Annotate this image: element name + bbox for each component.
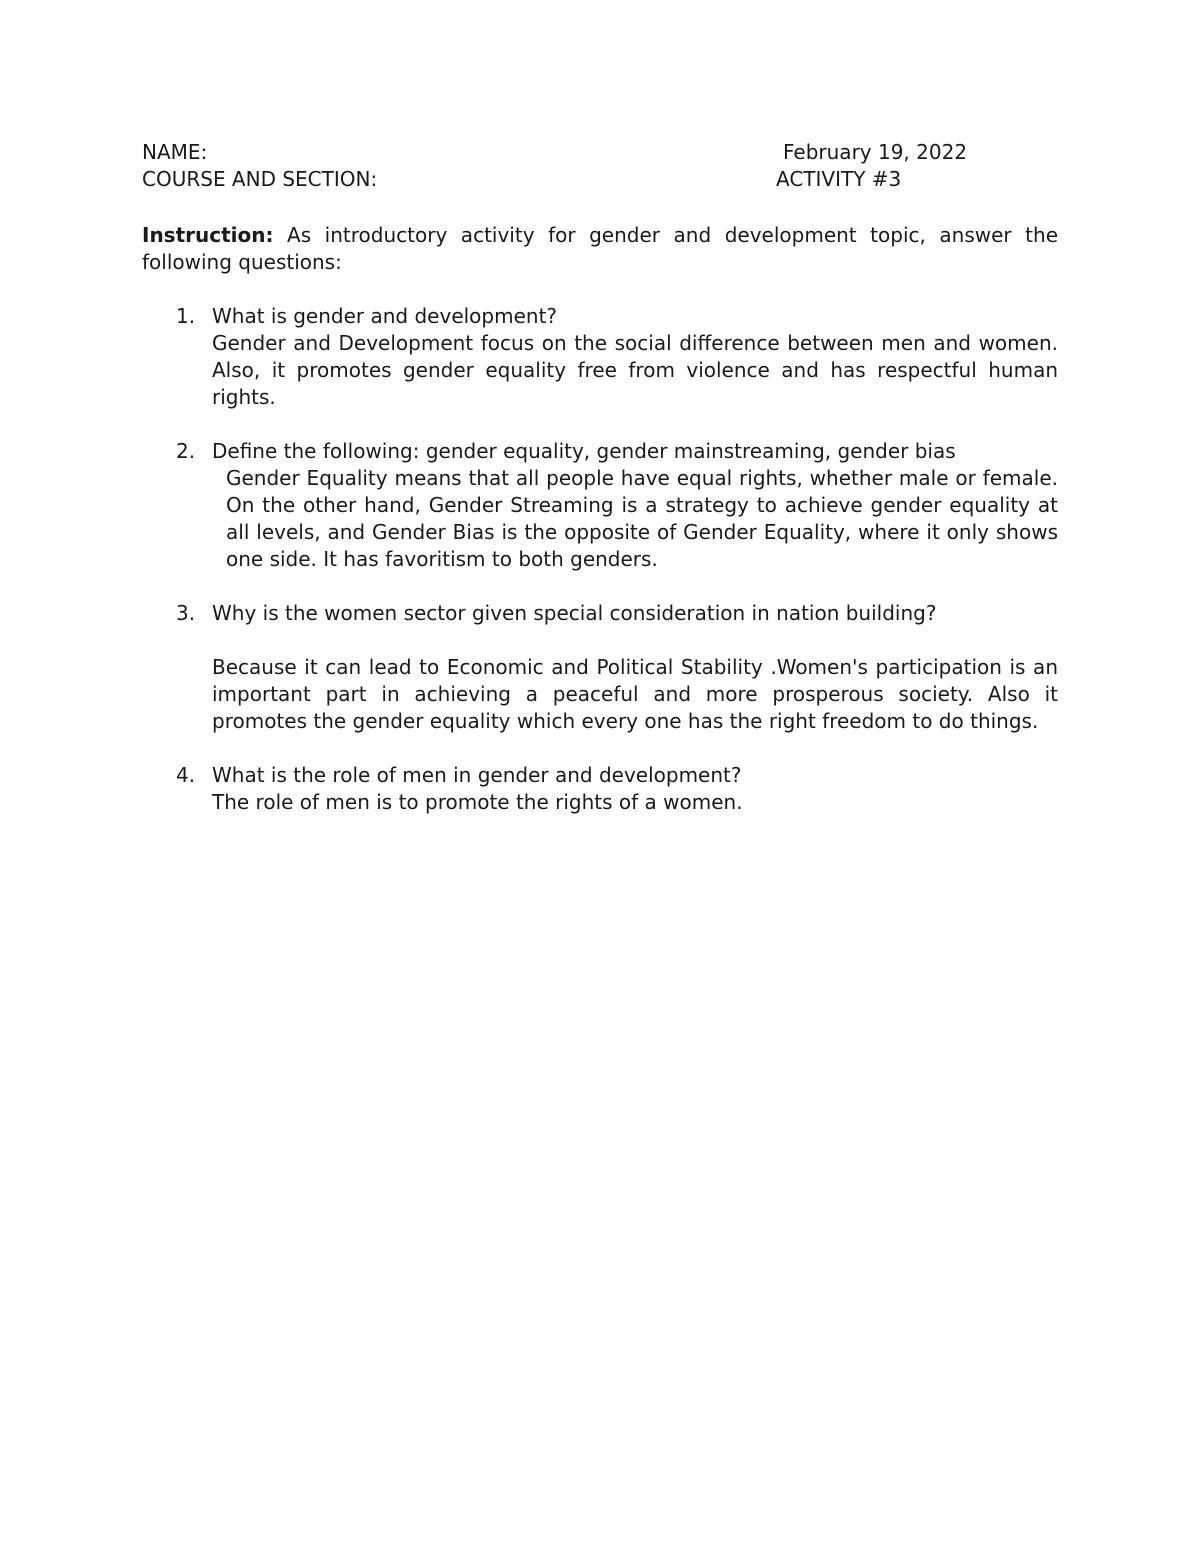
question-number: 4.	[176, 763, 196, 787]
question-text: What is gender and development?	[212, 304, 558, 328]
activity-number: ACTIVITY #3	[776, 167, 902, 191]
answer-text: Gender and Development focus on the social difference between men and women. Also, it promotes gender equality free from violence and has respectful human rights.	[212, 331, 1058, 409]
question-number: 2.	[176, 439, 196, 463]
header-row-name	[142, 139, 1058, 166]
document-page	[142, 139, 1058, 843]
question-number: 3.	[176, 601, 196, 625]
question-number: 1.	[176, 304, 196, 328]
question-text: What is the role of men in gender and development?	[212, 763, 742, 787]
answer-text: Gender Equality means that all people have equal rights, whether male or female. On the other hand, Gender Streaming is a strategy to achieve gender equality at all levels, and Gender Bias is the opposite of Gender Equality, where it only shows one side. It has favoritism to both genders.	[226, 466, 1058, 571]
question-item-2	[142, 438, 1058, 573]
name-label: NAME:	[142, 140, 208, 164]
instruction-label: Instruction:	[142, 223, 274, 247]
question-list	[142, 303, 1058, 816]
instruction-paragraph	[142, 222, 1058, 276]
answer-text: Because it can lead to Economic and Political Stability .Women's participation is an important part in achieving a peaceful and more prosperous society. Also it promotes the gender equality which every one has the right freedom to do things.	[212, 655, 1058, 733]
question-item-4	[142, 762, 1058, 816]
question-item-1	[142, 303, 1058, 411]
question-text: Why is the women sector given special consideration in nation building?	[212, 601, 937, 625]
instruction-text: As introductory activity for gender and development topic, answer the following questions:	[142, 223, 1058, 274]
date: February 19, 2022	[783, 140, 968, 164]
question-item-3	[142, 600, 1058, 735]
course-section-label: COURSE AND SECTION:	[142, 167, 378, 191]
header-row-course	[142, 166, 1058, 193]
answer-text: The role of men is to promote the rights of a women.	[212, 790, 743, 814]
question-text: Define the following: gender equality, gender mainstreaming, gender bias	[212, 439, 956, 463]
